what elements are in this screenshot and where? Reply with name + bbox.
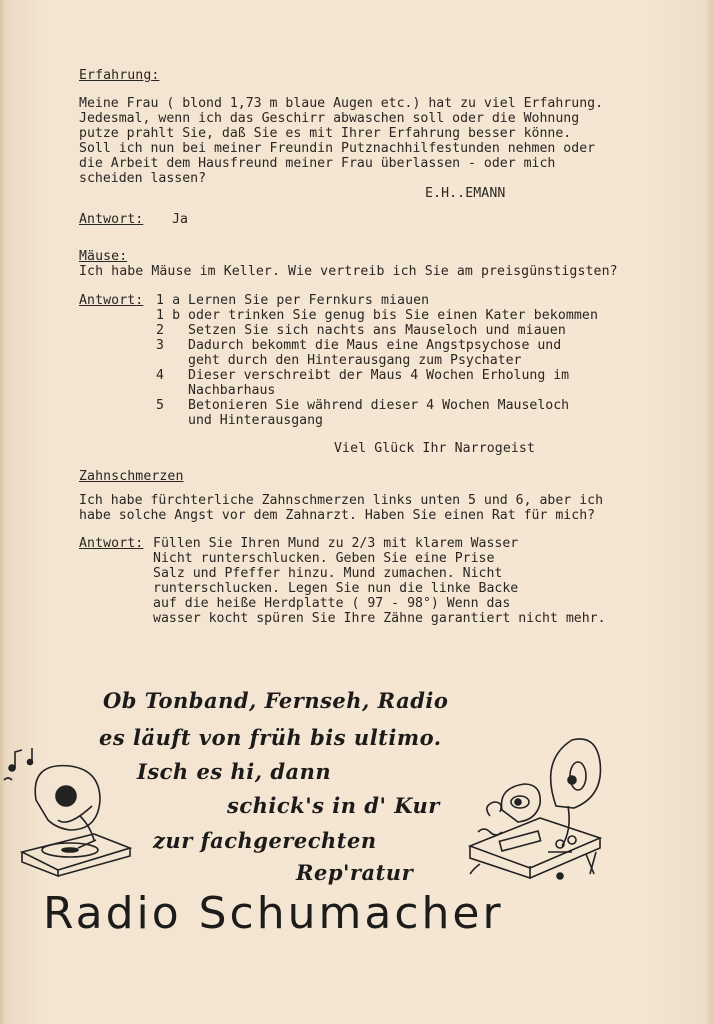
ad-line-4: schick's in d' Kur [227,793,440,818]
answer-number: 2 [156,323,165,338]
answer-number: 3 [156,338,165,353]
gramophone-left-icon [0,740,140,880]
music-notes-icon [4,748,33,780]
answer-number: 1 b [156,308,181,323]
answer-text: Lernen Sie per Fernkurs miauen [188,293,430,308]
ad-line-6: Rep'ratur [296,860,414,885]
maeuse-signature: Viel Glück Ihr Narrogeist [334,441,535,456]
ad-line-2: es läuft von früh bis ultimo. [99,725,442,750]
answer-text: Dadurch bekommt die Maus eine Angstpsychose und geht durch den Hinterausgang zum Psychater [188,338,562,368]
erfahrung-answer: Ja [172,212,189,227]
answer-number: 4 [156,368,165,383]
answer-text: Setzen Sie sich nachts ans Mauseloch und miauen [188,323,566,338]
zahnschmerzen-question: Ich habe fürchterliche Zahnschmerzen links unten 5 und 6, aber ich habe solche Angst vor dem Zahnarzt. Haben Sie einen Rat für mich? [79,493,604,523]
answer-text: oder trinken Sie genug bis Sie einen Kater bekommen [188,308,599,323]
erfahrung-body: Meine Frau ( blond 1,73 m blaue Augen etc.) hat zu viel Erfahrung. Jedesmal, wenn ich das Geschirr abwaschen soll oder die Wohnung putze prahlt Sie, daß Sie es mit Ihrer Erfahrung besser könne. Soll ich nun bei meiner Freundin Putznachhilfestunden nehmen oder die Arbeit dem Hausfreund meiner Frau überlassen - oder mich scheiden lassen? [79,96,604,186]
erfahrung-signature: E.H..EMANN [425,186,506,201]
answer-text: Dieser verschreibt der Maus 4 Wochen Erholung im Nachbarhaus [188,368,570,398]
ad-line-3: Isch es hi, dann [137,759,332,784]
maeuse-answer-label: Antwort: [79,293,144,308]
answer-number: 5 [156,398,165,413]
zahnschmerzen-answer-label: Antwort: [79,536,144,551]
erfahrung-heading: Erfahrung: [79,68,160,83]
gramophone-right-icon [460,736,610,886]
page-edge-right [705,0,713,1024]
brand-name: Radio Schumacher [43,888,504,939]
ad-line-1: Ob Tonband, Fernseh, Radio [103,688,449,713]
answer-text: Betonieren Sie während dieser 4 Wochen Mauseloch und Hinterausgang [188,398,570,428]
erfahrung-answer-label: Antwort: [79,212,144,227]
zahnschmerzen-heading: Zahnschmerzen [79,469,184,484]
answer-number: 1 a [156,293,181,308]
zahnschmerzen-answer: Füllen Sie Ihren Mund zu 2/3 mit klarem Wasser Nicht runterschlucken. Geben Sie eine Prise Salz und Pfeffer hinzu. Mund zumachen. Nicht runterschlucken. Legen Sie nun die linke Backe auf die heiße Herdplatte ( 97 - 98°) Wenn das wasser kocht spüren Sie Ihre Zähne garantiert nicht mehr. [153,536,606,626]
maeuse-heading: Mäuse: [79,249,128,264]
maeuse-question: Ich habe Mäuse im Keller. Wie vertreib ich Sie am preisgünstigsten? [79,264,618,279]
ad-line-5: zur fachgerechten [153,828,377,853]
